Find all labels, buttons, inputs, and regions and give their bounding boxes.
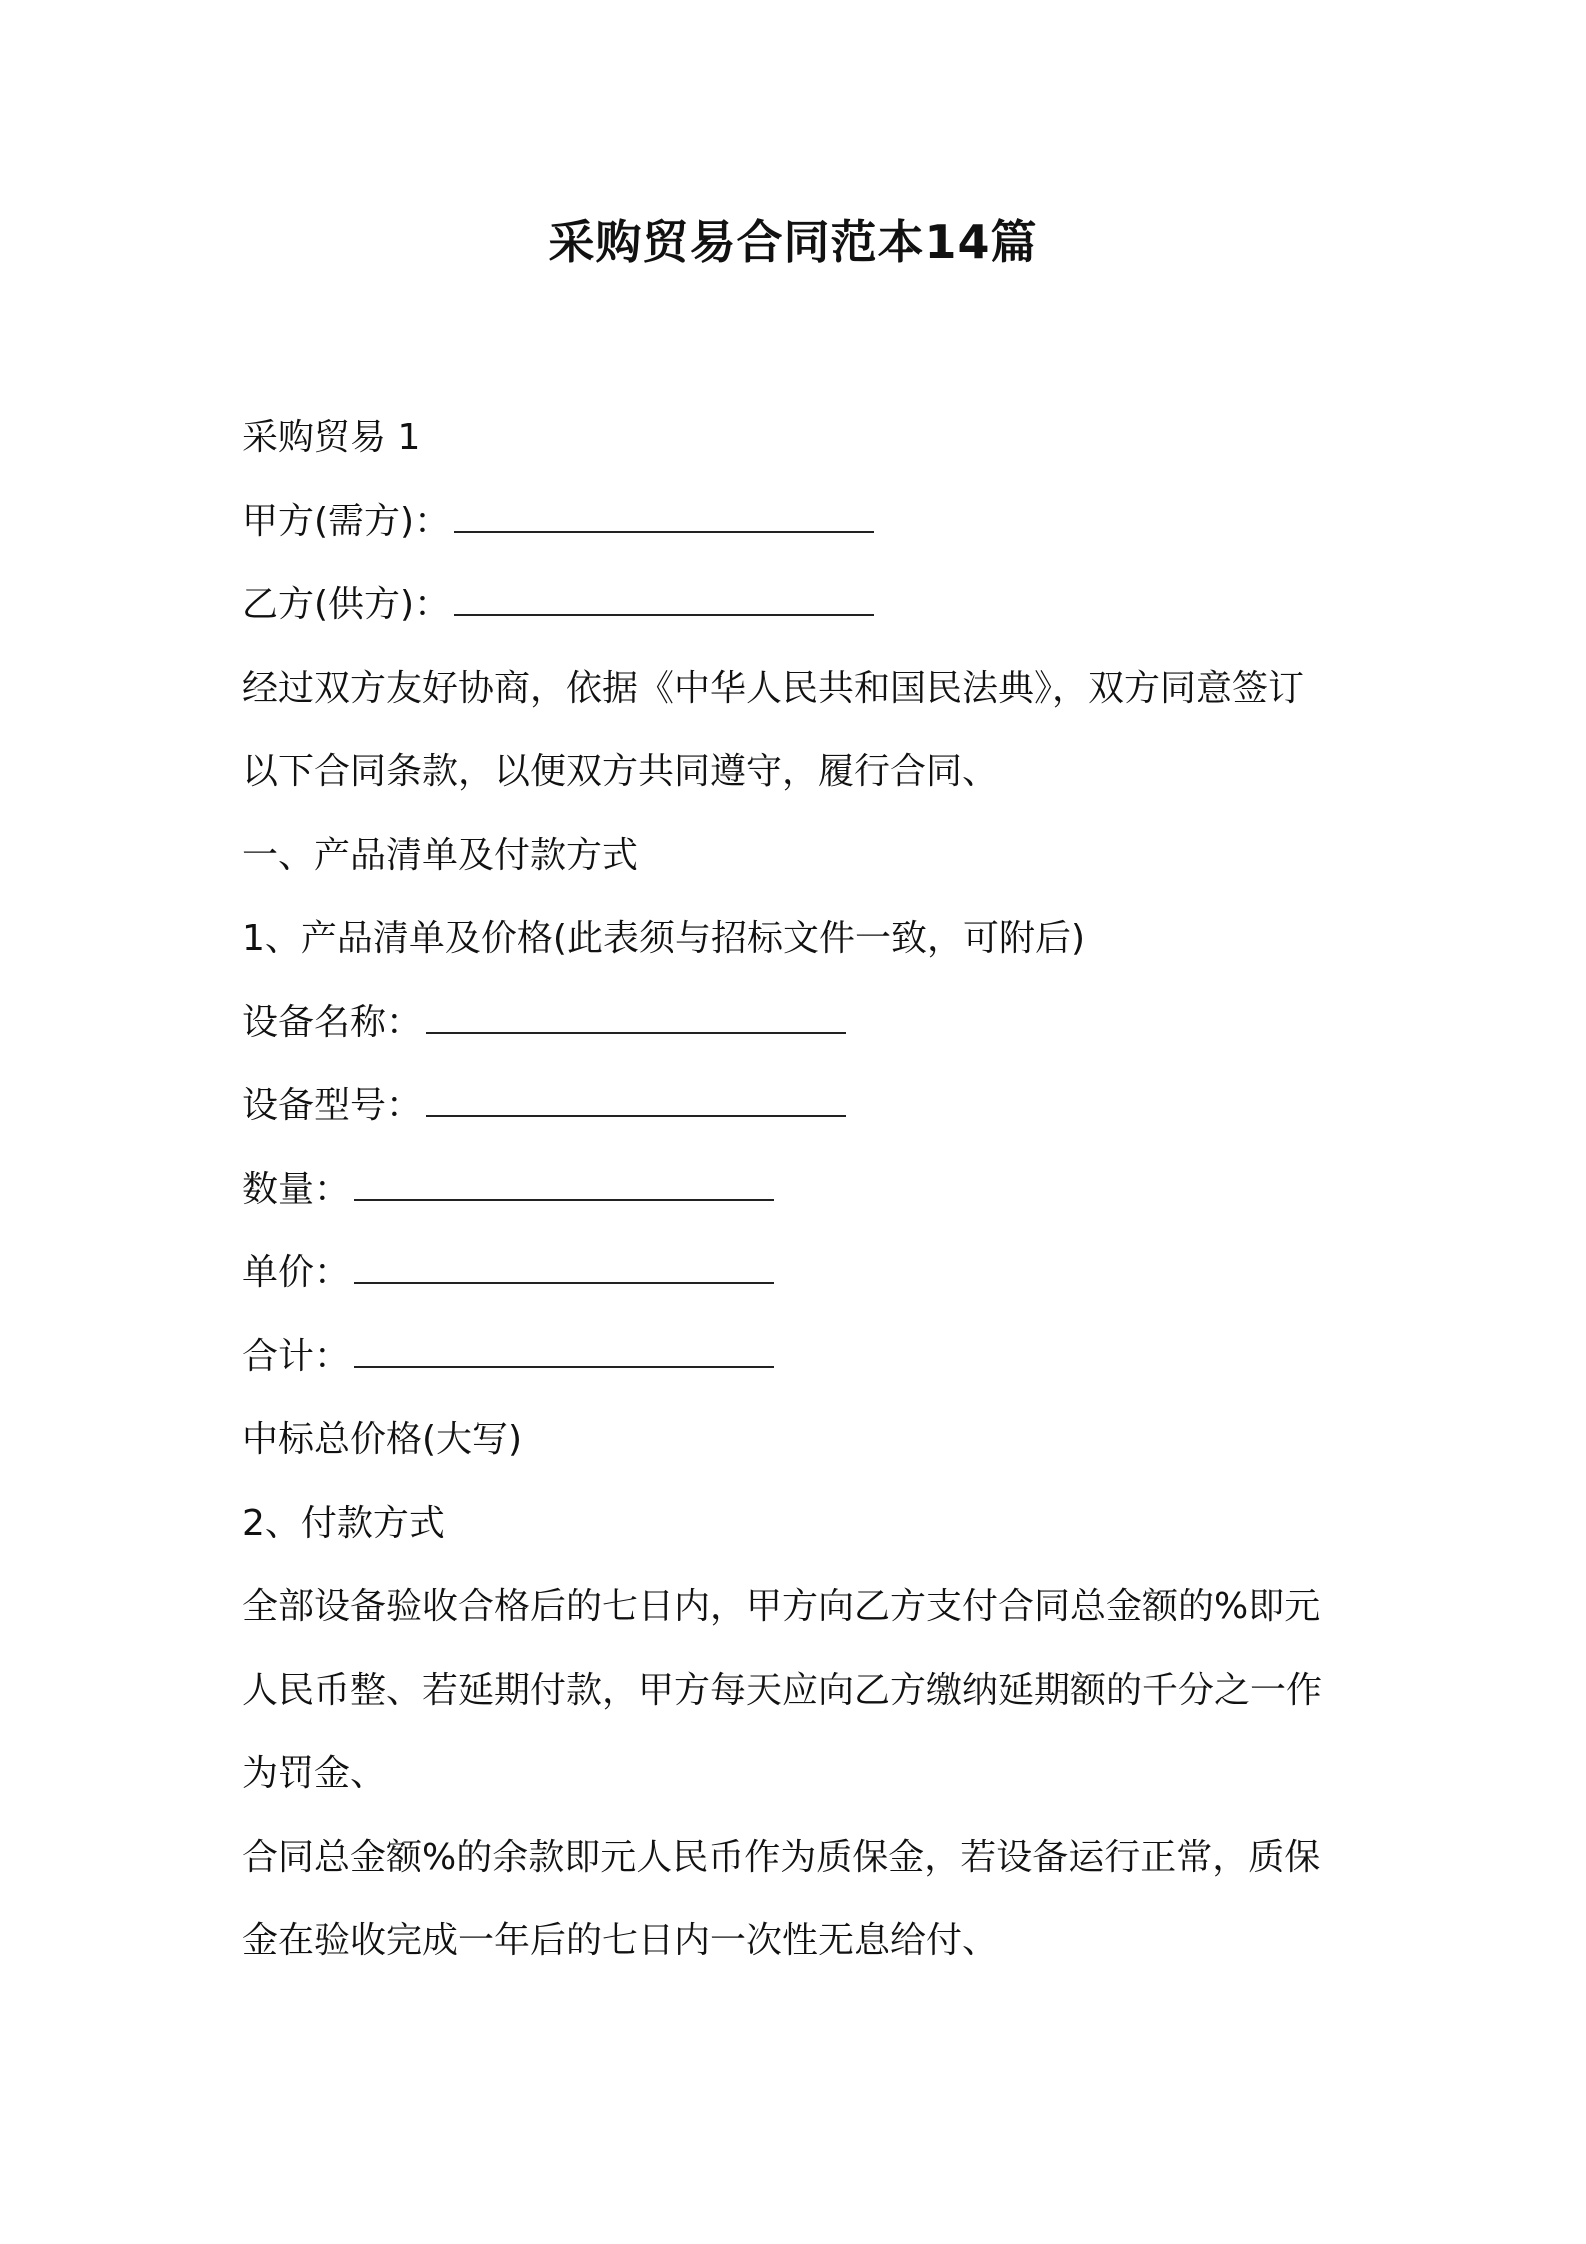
document-body bbox=[242, 408, 1362, 1995]
intro-line-1: 经过双方友好协商，依据《中华人民共和国民法典》，双方同意签订 bbox=[242, 667, 1305, 709]
payment-line-1: 全部设备验收合格后的七日内，甲方向乙方支付合同总金额的%即元 bbox=[242, 1586, 1321, 1627]
unit-price-row bbox=[242, 1243, 1362, 1327]
section-label: 采购贸易 1 bbox=[242, 417, 421, 458]
subheading-product-list: 1、产品清单及价格(此表须与招标文件一致，可附后) bbox=[242, 918, 1085, 959]
device-model-blank bbox=[426, 1085, 846, 1117]
quantity-blank bbox=[354, 1169, 774, 1201]
device-name-blank bbox=[426, 1002, 846, 1034]
device-model-row bbox=[242, 1076, 1362, 1160]
party-a-row bbox=[242, 492, 1362, 576]
document-title: 采购贸易合同范本14篇 bbox=[548, 215, 1038, 269]
unit-price-label: 单价： bbox=[242, 1252, 351, 1293]
quantity-row bbox=[242, 1160, 1362, 1244]
party-a-label: 甲方(需方)： bbox=[242, 500, 451, 542]
heading-product-payment: 一、产品清单及付款方式 bbox=[242, 834, 639, 876]
party-b-row bbox=[242, 575, 1362, 659]
total-row bbox=[242, 1327, 1362, 1411]
party-b-blank bbox=[454, 584, 874, 616]
party-b-label: 乙方(供方)： bbox=[242, 584, 451, 625]
retention-line-1: 合同总金额%的余款即元人民币作为质保金，若设备运行正常，质保 bbox=[242, 1836, 1321, 1878]
unit-price-blank bbox=[354, 1252, 774, 1284]
quantity-label: 数量： bbox=[242, 1168, 351, 1210]
intro-line-2: 以下合同条款，以便双方共同遵守，履行合同、 bbox=[242, 751, 999, 792]
payment-line-3: 为罚金、 bbox=[242, 1753, 387, 1794]
device-name-label: 设备名称： bbox=[242, 1001, 423, 1043]
bid-total-price: 中标总价格(大写) bbox=[242, 1419, 523, 1460]
payment-line-2: 人民币整、若延期付款，甲方每天应向乙方缴纳延期额的千分之一作 bbox=[242, 1669, 1323, 1711]
party-a-blank bbox=[454, 501, 874, 533]
device-model-label: 设备型号： bbox=[242, 1085, 423, 1126]
subheading-payment-method: 2、付款方式 bbox=[242, 1502, 445, 1544]
retention-line-2: 金在验收完成一年后的七日内一次性无息给付、 bbox=[242, 1920, 999, 1961]
total-label: 合计： bbox=[242, 1335, 351, 1377]
device-name-row bbox=[242, 993, 1362, 1077]
total-blank bbox=[354, 1336, 774, 1368]
